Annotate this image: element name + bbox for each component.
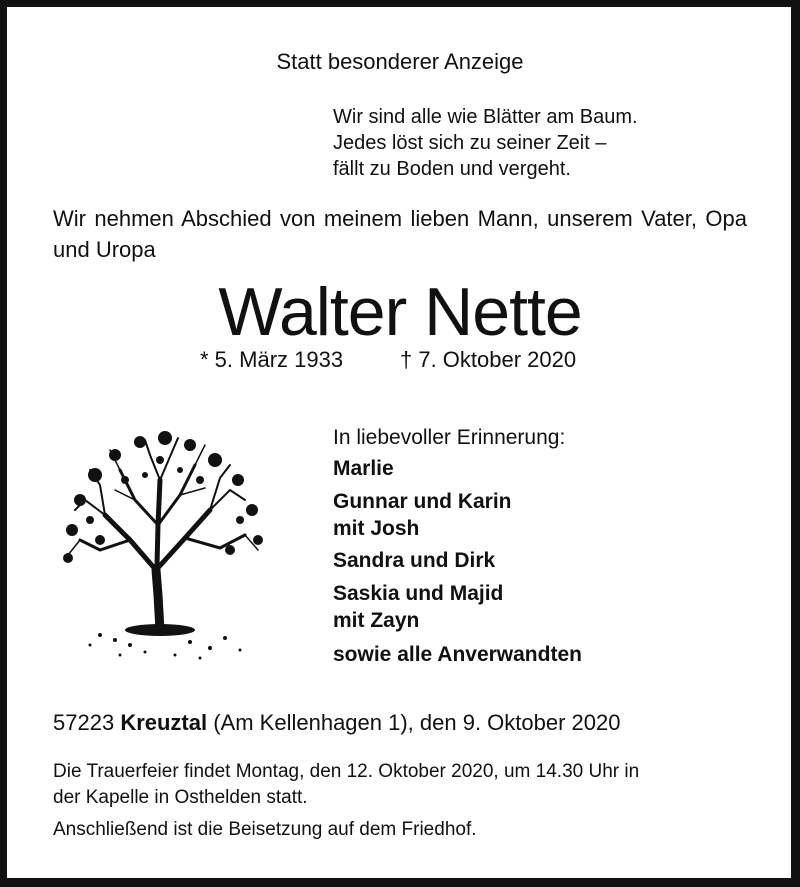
place-date-line bbox=[53, 712, 621, 734]
memory-label: In liebevoller Erinnerung: bbox=[333, 426, 566, 449]
ceremony-line: der Kapelle in Osthelden statt. bbox=[53, 787, 308, 808]
family-member: Sandra und Dirk bbox=[333, 549, 496, 572]
city: Kreuztal bbox=[120, 710, 208, 735]
address-date: (Am Kellenhagen 1), den 9. Oktober 2020 bbox=[213, 710, 621, 735]
family-member: mit Josh bbox=[333, 517, 420, 540]
family-member: sowie alle Anverwandten bbox=[333, 643, 582, 666]
tree-icon bbox=[60, 430, 270, 665]
family-member: mit Zayn bbox=[333, 609, 420, 632]
birth-date: * 5. März 1933 bbox=[200, 347, 344, 372]
ceremony-line: Die Trauerfeier findet Montag, den 12. Oktober 2020, um 14.30 Uhr in bbox=[53, 761, 640, 782]
death-date: † 7. Oktober 2020 bbox=[400, 347, 577, 372]
zip-code: 57223 bbox=[53, 710, 115, 735]
poem-line: Wir sind alle wie Blätter am Baum. bbox=[333, 106, 638, 128]
family-member: Gunnar und Karin bbox=[333, 490, 512, 513]
poem-line: Jedes löst sich zu seiner Zeit – bbox=[333, 132, 607, 154]
family-member: Saskia und Majid bbox=[333, 582, 504, 605]
burial-text: Anschließend ist die Beisetzung auf dem Friedhof. bbox=[53, 819, 477, 840]
poem-line: fällt zu Boden und vergeht. bbox=[333, 158, 571, 180]
intro-text: Wir nehmen Abschied von meinem lieben Mann, unserem Vater, Opa und Uropa bbox=[53, 206, 747, 262]
header-note: Statt besonderer Anzeige bbox=[276, 49, 524, 74]
deceased-name: Walter Nette bbox=[218, 274, 582, 350]
family-member: Marlie bbox=[333, 457, 394, 480]
